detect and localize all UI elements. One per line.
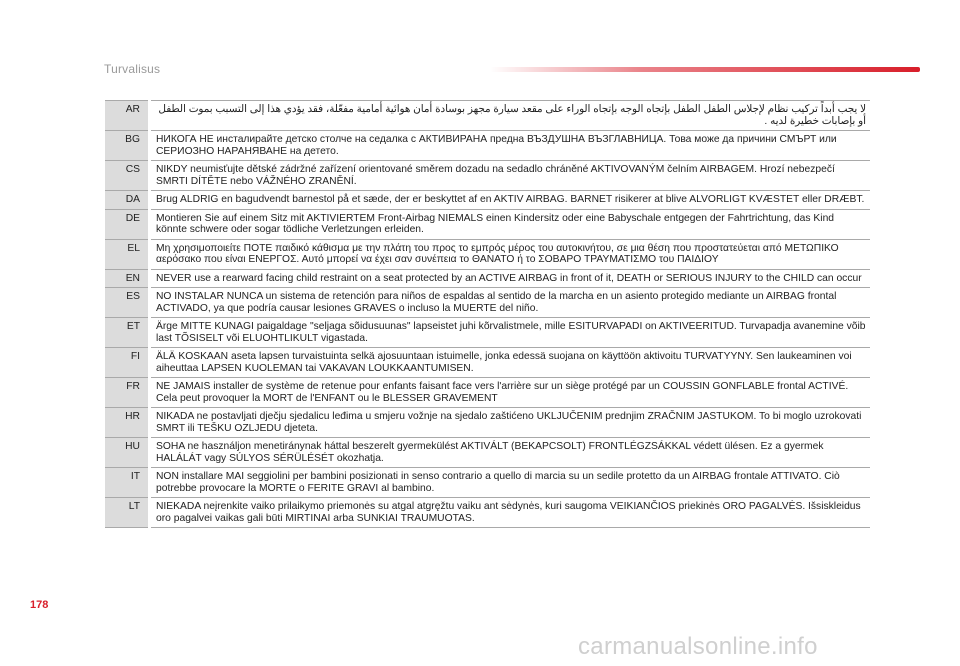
warning-text <box>150 131 871 161</box>
warning-text <box>150 438 871 468</box>
table-row <box>105 378 870 408</box>
warning-text <box>150 408 871 438</box>
warning-text-line: SOHA ne használjon menetiránynak háttal beszerelt gyermekülést AKTIVÁLT (BEKAPCSOLT) FRONTLÉGZSÁKKAL védett ülésen. Ez a gyermek HALÁLÁT vagy SÚLYOS SÉRÜLÉSÉT okozhatja. <box>156 441 824 464</box>
warning-text-line: Ärge MITTE KUNAGI paigaldage "seljaga sõidusuunas" lapseistet juhi kõrvalistmele, mille ESITURVAPADI on AKTIVEERITUD. Turvapadja avanemine võib last TÕSISELT või ELUOHTLIKULT vigastada. <box>156 321 866 344</box>
table-row <box>105 438 870 468</box>
language-code: FI <box>105 348 150 378</box>
warning-text-line: NIEKADA neįrenkite vaiko prilaikymo priemonės su atgal atgręžtu vaiku ant sėdynės, kuri saugoma VEIKIANČIOS priekinės ORO PAGALVĖS. Išsiskleidus oro pagalvei vaikas gali būti MIRTINAI arba SUNKIAI TRAUMUOTAS. <box>156 501 861 524</box>
table-row <box>105 498 870 528</box>
table-row <box>105 408 870 438</box>
language-code: IT <box>105 468 150 498</box>
language-code: FR <box>105 378 150 408</box>
table-row <box>105 131 870 161</box>
header-accent-bar <box>490 67 920 72</box>
table-row <box>105 318 870 348</box>
warning-text <box>150 101 871 131</box>
language-code: CS <box>105 161 150 191</box>
warning-text <box>150 348 871 378</box>
page-number: 178 <box>30 599 49 611</box>
warning-text-line: NIKADA ne postavljati dječju sjedalicu leđima u smjeru vožnje na sjedalo zaštićeno UKLJUČENIM prednjim ZRAČNIM JASTUKOM. To bi moglo uzrokovati SMRT ili TEŠKU OZLJEDU djeteta. <box>156 411 862 434</box>
warning-table <box>105 100 870 528</box>
language-code: BG <box>105 131 150 161</box>
table-row <box>105 209 870 239</box>
warning-text-line: Brug ALDRIG en bagudvendt barnestol på et sæde, der er beskyttet af en AKTIV AIRBAG. BARNET risikerer at blive ALVORLIGT KVÆSTET eller DRÆBT. <box>156 194 865 205</box>
table-row <box>105 191 870 210</box>
table-row <box>105 161 870 191</box>
warning-text-line: NO INSTALAR NUNCA un sistema de retención para niños de espaldas al sentido de la marcha en un asiento protegido mediante un AIRBAG frontal ACTIVADO, ya que podría causar lesiones GRAVES o incluso la MUERTE del niño. <box>156 291 837 314</box>
language-code: EN <box>105 269 150 288</box>
table-row <box>105 348 870 378</box>
warning-text <box>150 239 871 269</box>
table-row <box>105 101 870 131</box>
language-code: LT <box>105 498 150 528</box>
warning-text-line: Μη χρησιμοποιείτε ΠΟΤΕ παιδικό κάθισμα με την πλάτη του προς το εμπρός μέρος του αυτοκινήτου, σε μια θέση που προστατεύεται από ΜΕΤΩΠΙΚΟ αερόσακο που είναι ΕΝΕΡΓΟΣ. Αυτό μπορεί να έχει σαν συνέπεια το ΘΑΝΑΤΟ ή το ΣΟΒΑΡΟ ΤΡΑΥΜΑΤΙΣΜΟ του ΠΑΙΔΙΟΥ <box>156 242 839 265</box>
warning-text <box>150 161 871 191</box>
warning-text-line: NON installare MAI seggiolini per bambini posizionati in senso contrario a quello di marcia su un sedile protetto da un AIRBAG frontale ATTIVATO. Ciò potrebbe provocare la MORTE o FERITE GRAVI al bambino. <box>156 471 840 494</box>
warning-text <box>150 318 871 348</box>
language-code: DE <box>105 209 150 239</box>
language-code: ET <box>105 318 150 348</box>
warning-text-line: لا يجب أبداً تركيب نظام لإجلاس الطفل الطفل بإتجاه الوجه بإتجاه الوراء على مقعد سيارة مجهز بوسادة أمان هوائية أمامية مفعّلة، فقد يؤدي هذا إلى التسبب بموت الطفل أو بإصابات خطيرة لديه . <box>158 104 866 127</box>
language-code: HR <box>105 408 150 438</box>
table-row <box>105 288 870 318</box>
table-row <box>105 239 870 269</box>
warning-text <box>150 498 871 528</box>
warning-text <box>150 378 871 408</box>
warning-text-line: Cela peut provoquer la MORT de l'ENFANT ou le BLESSER GRAVEMENT <box>156 392 498 404</box>
language-code: HU <box>105 438 150 468</box>
language-code: ES <box>105 288 150 318</box>
warning-text <box>150 468 871 498</box>
warning-text-line: NIKDY neumisťujte dětské zádržné zařízení orientované směrem dozadu na sedadlo chráněné AKTIVOVANÝM čelním AIRBAGEM. Hrozí nebezpečí SMRTI DÍTĚTE nebo VÁŽNÉHO ZRANĚNÍ. <box>156 164 835 187</box>
language-code: EL <box>105 239 150 269</box>
language-code: DA <box>105 191 150 210</box>
table-row <box>105 468 870 498</box>
watermark: carmanualsonline.info <box>578 633 818 660</box>
language-code: AR <box>105 101 150 131</box>
warning-text-line: НИКОГА НЕ инсталирайте детско столче на седалка с АКТИВИРАНА предна ВЪЗДУШНА ВЪЗГЛАВНИЦА. Това може да причини СМЪРТ или СЕРИОЗНО НАРАНЯВАНЕ на детето. <box>156 134 837 157</box>
warning-text-line: Montieren Sie auf einem Sitz mit AKTIVIERTEM Front-Airbag NIEMALS einen Kindersitz oder eine Babyschale entgegen der Fahrtrichtung, das Kind könnte schwere oder sogar tödliche Verletzungen erleiden. <box>156 212 835 235</box>
warning-text-line: NE JAMAIS installer de système de retenue pour enfants faisant face vers l'arrière sur un siège protégé par un COUSSIN GONFLABLE frontal ACTIVÉ. <box>156 381 849 392</box>
warning-text <box>150 288 871 318</box>
warning-text-line: ÄLÄ KOSKAAN aseta lapsen turvaistuinta selkä ajosuuntaan istuimelle, jonka edessä suojana on käyttöön aktivoitu TURVATYYNY. Sen laukeaminen voi aiheuttaa LAPSEN KUOLEMAN tai VAKAVAN LOUKKAANTUMISEN. <box>156 351 852 374</box>
section-title: Turvalisus <box>104 62 161 76</box>
warning-text <box>150 269 871 288</box>
warning-text-line: NEVER use a rearward facing child restraint on a seat protected by an ACTIVE AIRBAG in front of it, DEATH or SERIOUS INJURY to the CHILD can occur <box>156 272 862 284</box>
table-row <box>105 269 870 288</box>
warning-text <box>150 209 871 239</box>
warning-text <box>150 191 871 210</box>
